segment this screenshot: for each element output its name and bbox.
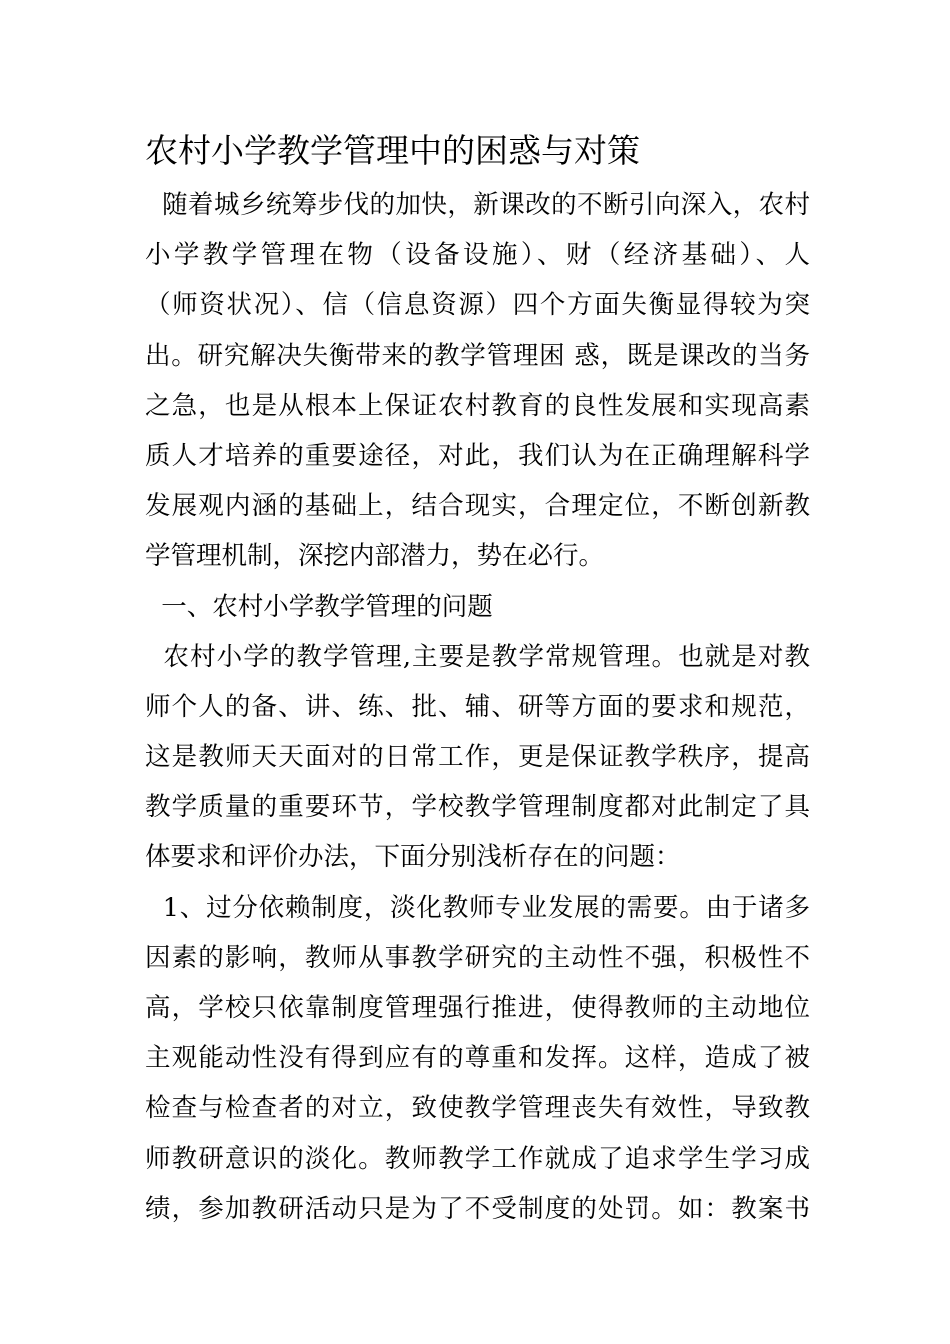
section-heading: 一、农村小学教学管理的问题 [145,591,493,622]
document-body [145,180,810,1234]
text-line: 发展观内涵的基础上，结合现实，合理定位，不断创新教 [145,491,810,522]
text-line: 农村小学的教学管理,主要是教学常规管理。也就是对教 [145,641,810,672]
text-line: 随着城乡统筹步伐的加快，新课改的不断引向深入，农村 [145,190,810,220]
text-line: 检查与检查者的对立，致使教学管理丧失有效性，导致教 [145,1093,810,1124]
text-line: 学管理机制，深挖内部潜力，势在必行。 [145,541,605,572]
text-line: 因素的影响，教师从事教学研究的主动性不强，积极性不 [145,942,810,973]
text-line: 之急，也是从根本上保证农村教育的良性发展和实现高素 [145,390,810,421]
text-line: 小学教学管理在物（设备设施）、财（经济基础）、人 [145,240,810,271]
text-line: 1、过分依赖制度，淡化教师专业发展的需要。由于诸多 [145,892,810,923]
text-line: 绩，参加教研活动只是为了不受制度的处罚。如：教案书 [145,1193,810,1224]
text-line: 师教研意识的淡化。教师教学工作就成了追求学生学习成 [145,1143,810,1174]
text-line: 体要求和评价办法，下面分别浅析存在的问题： [145,842,681,873]
text-line: 教学质量的重要环节，学校教学管理制度都对此制定了具 [145,792,810,823]
text-line: （师资状况）、信（信息资源）四个方面失衡显得较为突 [145,290,810,321]
text-line: 主观能动性没有得到应有的尊重和发挥。这样，造成了被 [145,1043,810,1074]
text-line: 这是教师天天面对的日常工作，更是保证教学秩序，提高 [145,742,810,773]
text-line: 高，学校只依靠制度管理强行推进，使得教师的主动地位 [145,993,810,1023]
text-line: 出。研究解决失衡带来的教学管理困 惑，既是课改的当务 [145,340,810,371]
text-line: 质人才培养的重要途径，对此，我们认为在正确理解科学 [145,440,810,471]
document-title: 农村小学教学管理中的困惑与对策 [145,131,640,170]
text-line: 师个人的备、讲、练、批、辅、研等方面的要求和规范， [145,691,810,722]
